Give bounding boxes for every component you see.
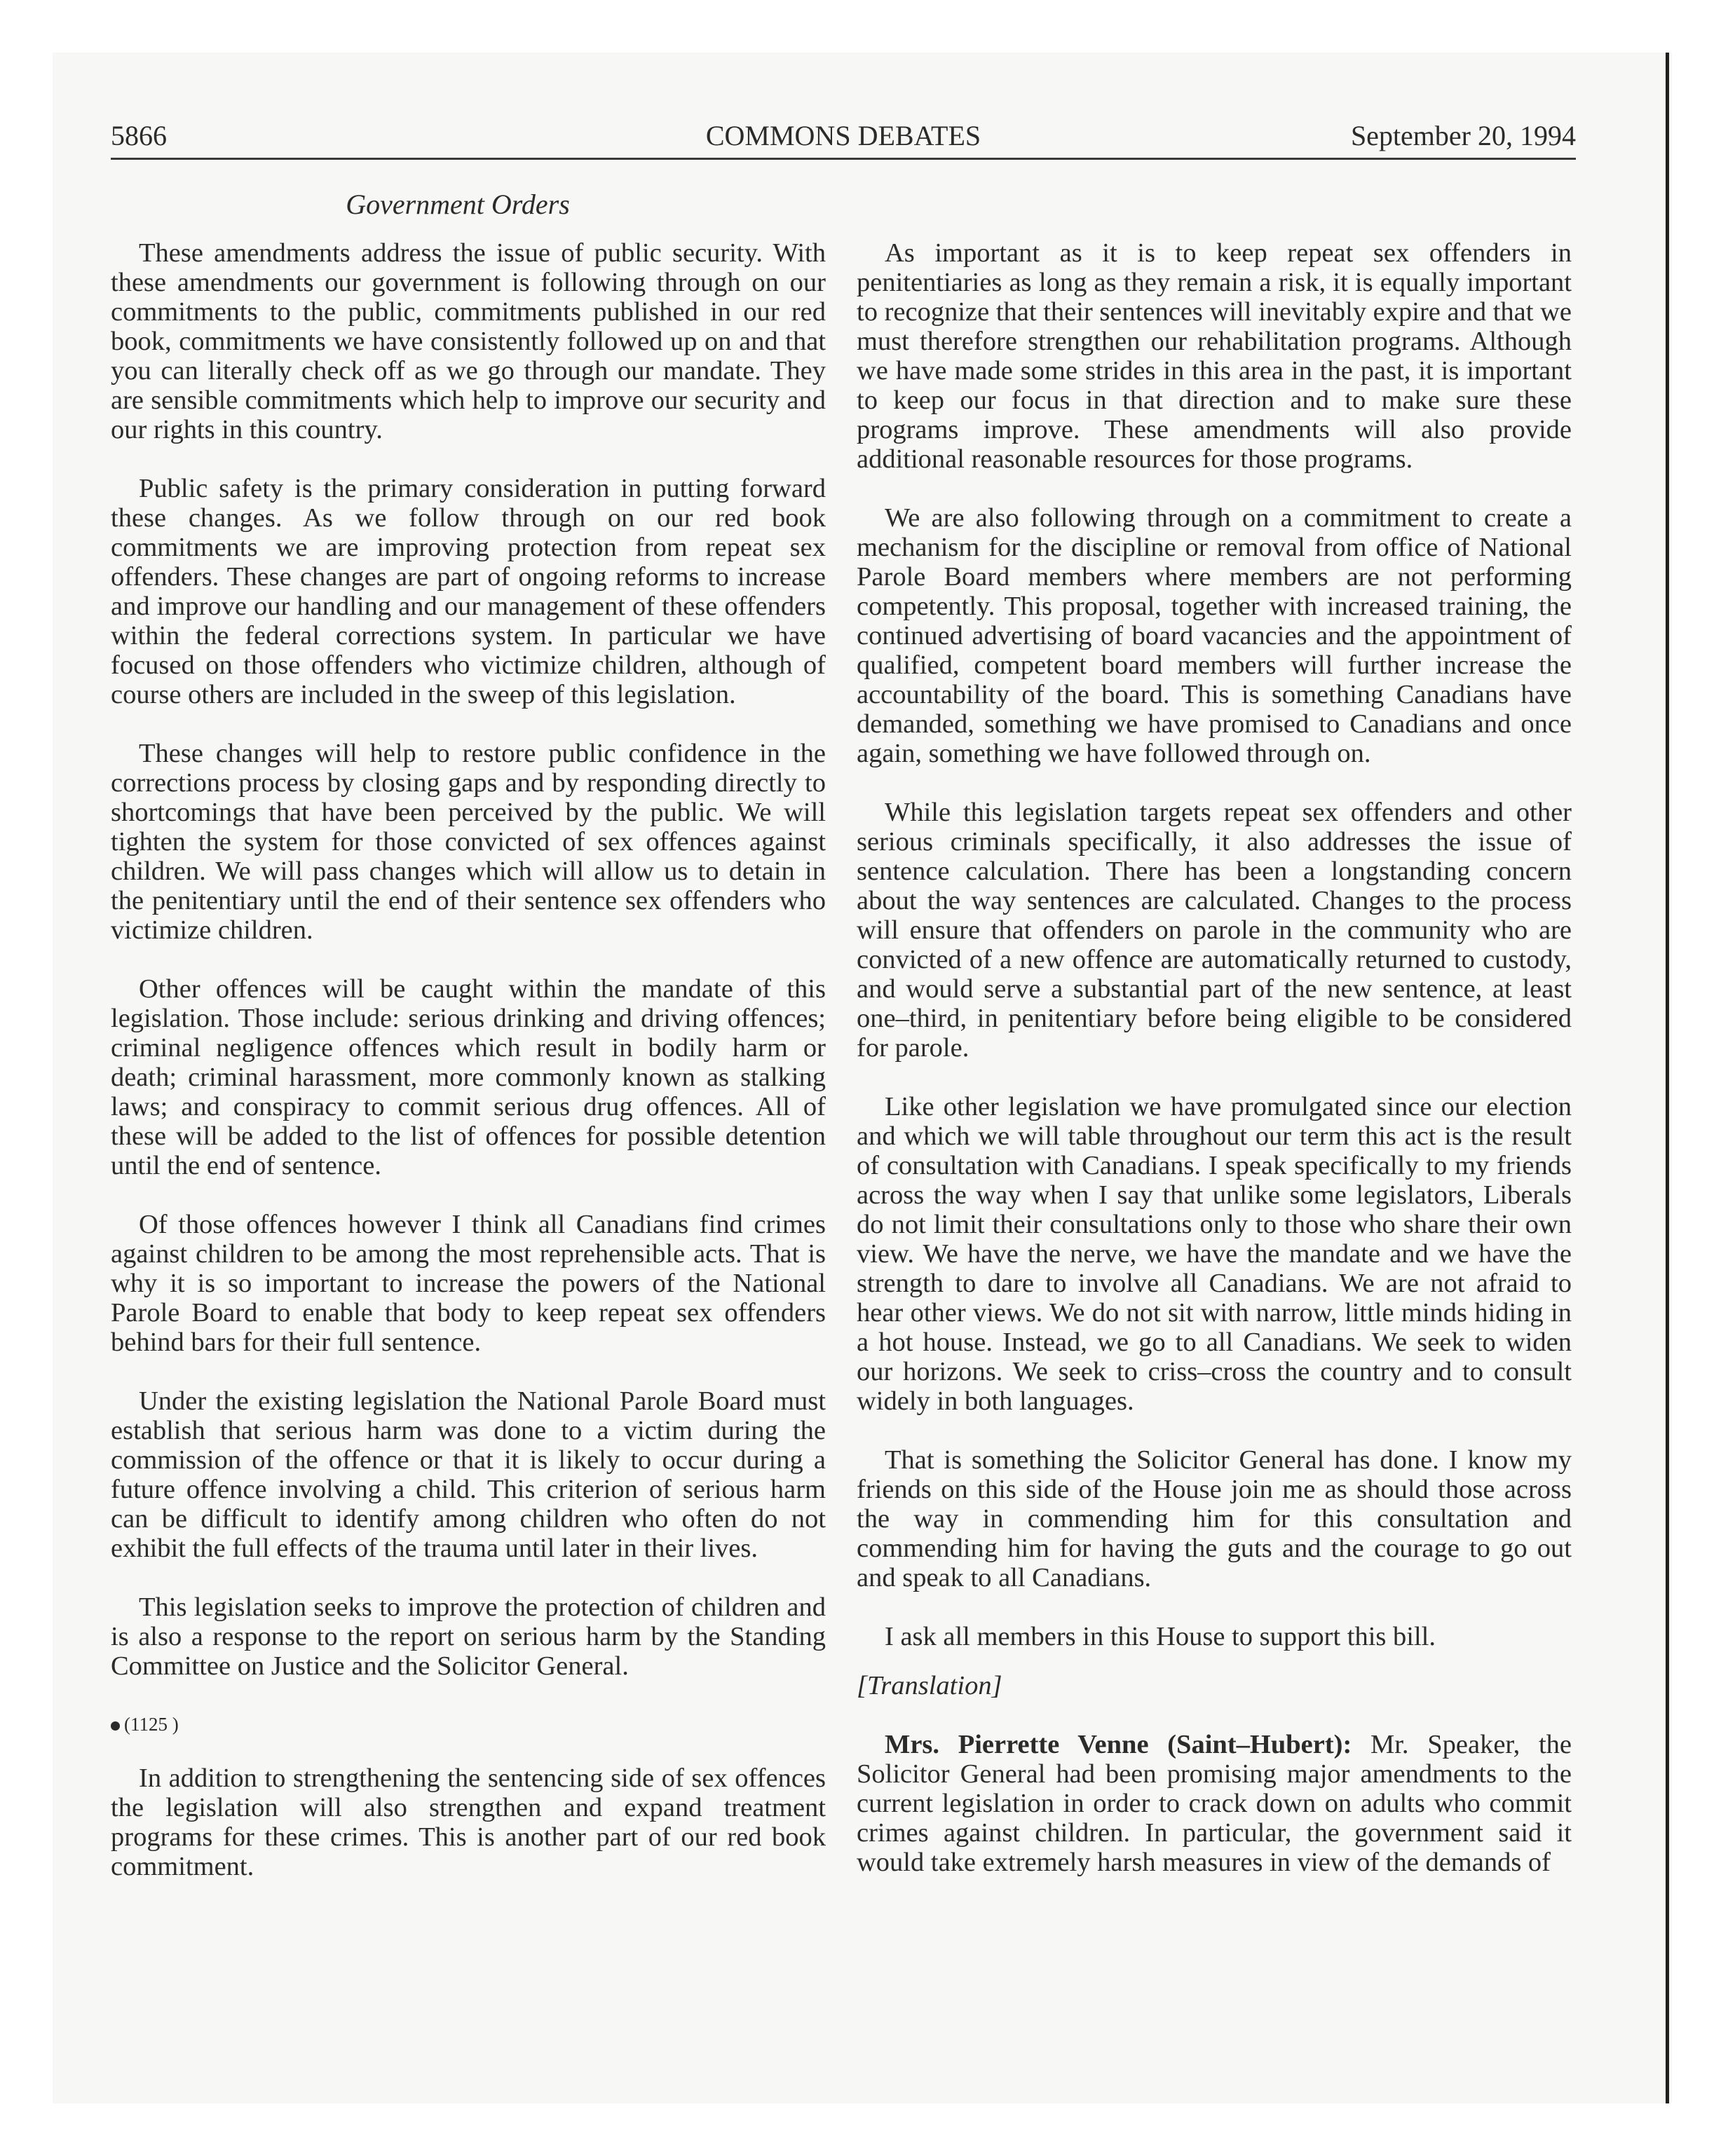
publication-title: COMMONS DEBATES xyxy=(705,120,981,151)
page-header xyxy=(111,112,1576,154)
time-marker-label: (1125 ) xyxy=(124,1714,179,1735)
scan-edge-bar xyxy=(1666,53,1669,2103)
paragraph: These amendments address the issue of public security. With these amendments our government is following through on our commitments to the public, commitments published in our red book, commitments we have consistently followed up on and that you can literally check off as we go through our mandate. They are sensible commitments which help to improve our security and our rights in this country. xyxy=(111,238,826,444)
paragraph: These changes will help to restore public confidence in the corrections process by closing gaps and by responding directly to shortcomings that have been perceived by the public. We will tighten the system for those convicted of sex offences against children. We will pass changes which will allow us to detain in the penitentiary until the end of their sentence sex offenders who victimize children. xyxy=(111,739,826,945)
bullet-dot-icon xyxy=(111,1721,120,1731)
translation-tag: [Translation] xyxy=(857,1671,1002,1700)
paragraph: Of those offences however I think all Canadians find crimes against children to be among the most reprehensible acts. That is why it is so important to increase the powers of the National Parole Board to enable that body to keep repeat sex offenders behind bars for their full sentence. xyxy=(111,1210,826,1357)
paragraph: As important as it is to keep repeat sex offenders in penitentiaries as long as they remain a risk, it is equally important to recognize that their sentences will inevitably expire and that we must therefore strengthen our rehabilitation programs. Although we have made some strides in this area in the past, it is important to keep our focus in that direction and to make sure these programs improve. These amendments will also provide additional reasonable resources for those programs. xyxy=(857,238,1572,474)
page-number: 5866 xyxy=(111,120,167,151)
paragraph: While this legislation targets repeat sex offenders and other serious criminals specifically, it also addresses the issue of sentence calculation. There has been a longstanding concern about the way sentences are calculated. Changes to the process will ensure that offenders on parole in the community who are convicted of a new offence are automatically returned to custody, and would serve a substantial part of the new sentence, at least one–third, in penitentiary before being eligible to be considered for parole. xyxy=(857,798,1572,1063)
page-date: September 20, 1994 xyxy=(1350,120,1576,151)
paragraph: We are also following through on a commitment to create a mechanism for the discipline or removal from office of National Parole Board members where members are not performing competently. This proposal, together with increased training, the continued advertising of board vacancies and the appointment of qualified, competent board members will further increase the accountability of the board. This is something Canadians have demanded, something we have promised to Canadians and once again, something we have followed through on. xyxy=(857,503,1572,768)
paragraph: That is something the Solicitor General has done. I know my friends on this side of the House join me as should those across the way in commending him for this consultation and commending him for having the guts and the courage to go out and speak to all Canadians. xyxy=(857,1445,1572,1592)
header-rule xyxy=(111,158,1576,160)
section-title: Government Orders xyxy=(346,189,570,220)
paragraph: Under the existing legislation the National Parole Board must establish that serious harm was done to a victim during the commission of the offence or that it is likely to occur during a future offence involving a child. This criterion of serious harm can be difficult to identify among children who often do not exhibit the full effects of the trauma until later in their lives. xyxy=(111,1386,826,1563)
paragraph: In addition to strengthening the sentencing side of sex offences the legislation will also strengthen and expand treatment programs for these crimes. This is another part of our red book commitment. xyxy=(111,1763,826,1881)
paragraph: Other offences will be caught within the mandate of this legislation. Those include: serious drinking and driving offences; criminal negligence offences which result in bodily harm or death; criminal harassment, more commonly known as stalking laws; and conspiracy to commit serious drug offences. All of these will be added to the list of offences for possible detention until the end of sentence. xyxy=(111,974,826,1180)
speaker-paragraph xyxy=(857,1730,1572,1877)
paragraph: Public safety is the primary consideration in putting forward these changes. As we follow through on our red book commitments we are improving protection from repeat sex offenders. These changes are part of ongoing reforms to increase and improve our handling and our management of these offenders within the federal corrections system. In particular we have focused on those offenders who victimize children, although of course others are included in the sweep of this legislation. xyxy=(111,474,826,709)
speech-text: Mr. Speaker, the Solicitor General had been promising major amendments to the current legislation in order to crack down on adults who commit crimes against children. In particular, the government said it would take extremely harsh measures in view of the demands of xyxy=(857,1730,1572,1877)
left-column xyxy=(111,238,826,1911)
right-column xyxy=(857,238,1572,1906)
paragraph: Like other legislation we have promulgated since our election and which we will table throughout our term this act is the result of consultation with Canadians. I speak specifically to my friends across the way when I say that unlike some legislators, Liberals do not limit their consultations only to those who share their own view. We have the nerve, we have the mandate and we have the strength to dare to involve all Canadians. We are not afraid to hear other views. We do not sit with narrow, little minds hiding in a hot house. Instead, we go to all Canadians. We seek to widen our horizons. We seek to criss–cross the country and to consult widely in both languages. xyxy=(857,1092,1572,1416)
time-marker xyxy=(111,1710,826,1738)
paragraph: This legislation seeks to improve the protection of children and is also a response to the report on serious harm by the Standing Committee on Justice and the Solicitor General. xyxy=(111,1592,826,1681)
speaker-name: Mrs. Pierrette Venne (Saint–Hubert): xyxy=(885,1730,1352,1759)
paragraph: I ask all members in this House to support this bill. xyxy=(885,1622,1436,1651)
